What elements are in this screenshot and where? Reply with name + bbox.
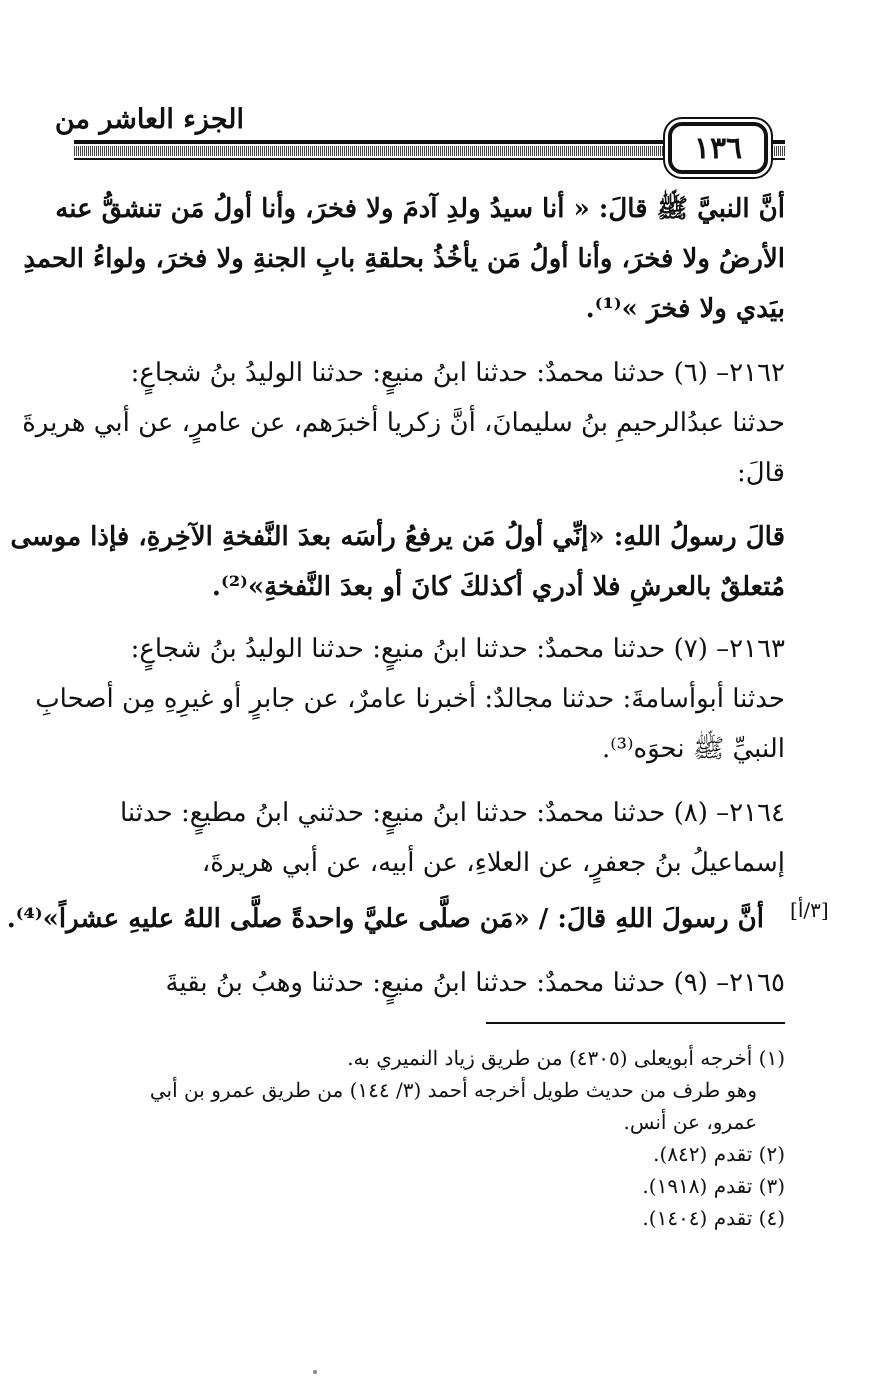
text-line: أنَّ رسولَ اللهِ قالَ: / «مَن صلَّى عليَّ واحدةً صلَّى اللهُ عليهِ عشراً»⁽⁴⁾.: [6, 904, 764, 934]
footnote-line: وهو طرف من حديث طويل أخرجه أحمد (٣/ ١٤٤) من طريق عمرو بن أبي: [149, 1078, 757, 1102]
text-line: ٢١٦٣– (٧) حدثنا محمدٌ: حدثنا ابنُ منيعٍ: حدثنا الوليدُ بنُ شجاعٍ:: [130, 634, 785, 664]
paragraph-hadith-text-2: [10, 512, 785, 612]
footnote-separator: [486, 1022, 785, 1024]
scan-speck: [313, 1370, 317, 1374]
footnote-line: (٣) تقدم (١٩١٨).: [642, 1174, 785, 1198]
text-line: مُتعلقٌ بالعرشِ فلا أدري أكذلكَ كانَ أو بعدَ النَّفخةِ»⁽²⁾.: [211, 572, 785, 602]
text-line: قالَ:: [736, 458, 785, 488]
paragraph-isnad-2164: [74, 788, 785, 888]
text-line: حدثنا عبدُالرحيمِ بنُ سليمانَ، أنَّ زكريا أخبرَهم، عن عامرٍ، عن أبي هريرةَ: [22, 408, 785, 438]
footnotes: [74, 1042, 785, 1234]
text-line: الأرضُ ولا فخرَ، وأنا أولُ مَن يأخُذُ بحلقةِ بابِ الجنةِ ولا فخرَ، ولواءُ الحمدِ: [23, 244, 785, 274]
paragraph-isnad-2163: [35, 624, 785, 774]
text-line: قالَ رسولُ اللهِ: «إنِّي أولُ مَن يرفعُ رأسَه بعدَ النَّفخةِ الآخِرةِ، فإذا موسى: [10, 522, 785, 552]
text-line: حدثنا أبوأسامةَ: حدثنا مجالدٌ: أخبرنا عامرٌ، عن جابرٍ أو غيرِهِ مِن أصحابِ: [35, 684, 785, 714]
footnote-line: (٢) تقدم (٨٤٢).: [653, 1142, 785, 1166]
footnote-line: (١) أخرجه أبويعلى (٤٣٠٥) من طريق زياد النميري به.: [347, 1046, 785, 1070]
text-line: ٢١٦٢– (٦) حدثنا محمدٌ: حدثنا ابنُ منيعٍ: حدثنا الوليدُ بنُ شجاعٍ:: [130, 358, 785, 388]
paragraph-hadith-text-1: [23, 184, 785, 334]
running-header-title: الجزء العاشر من: [54, 104, 244, 135]
text-line: إسماعيلُ بنُ جعفرٍ، عن العلاءِ، عن أبيه، عن أبي هريرةَ،: [201, 848, 785, 878]
paragraph-isnad-2165: [74, 958, 785, 1008]
text-line: ٢١٦٥– (٩) حدثنا محمدٌ: حدثنا ابنُ منيعٍ: حدثنا وهبُ بنُ بقيةَ: [165, 968, 785, 998]
page-number-box: [668, 122, 768, 174]
paragraph-hadith-text-3: [6, 894, 764, 944]
text-line: أنَّ النبيَّ ﷺ قالَ: « أنا سيدُ ولدِ آدمَ ولا فخرَ، وأنا أولُ مَن تنشقُّ عنه: [55, 194, 785, 224]
text-line: النبيِّ ﷺ نحوَه⁽³⁾.: [602, 734, 785, 764]
manuscript-folio-ref: [٣/أ]: [790, 898, 829, 922]
text-line: بيَدي ولا فخرَ »⁽¹⁾.: [585, 294, 785, 324]
footnote-line: عمرو، عن أنس.: [623, 1110, 757, 1134]
text-line: ٢١٦٤– (٨) حدثنا محمدٌ: حدثنا ابنُ منيعٍ: حدثني ابنُ مطيعٍ: حدثنا: [120, 798, 785, 828]
page-number: ١٣٦: [693, 130, 743, 166]
footnote-line: (٤) تقدم (١٤٠٤).: [642, 1206, 785, 1230]
paragraph-isnad-2162: [22, 348, 785, 498]
